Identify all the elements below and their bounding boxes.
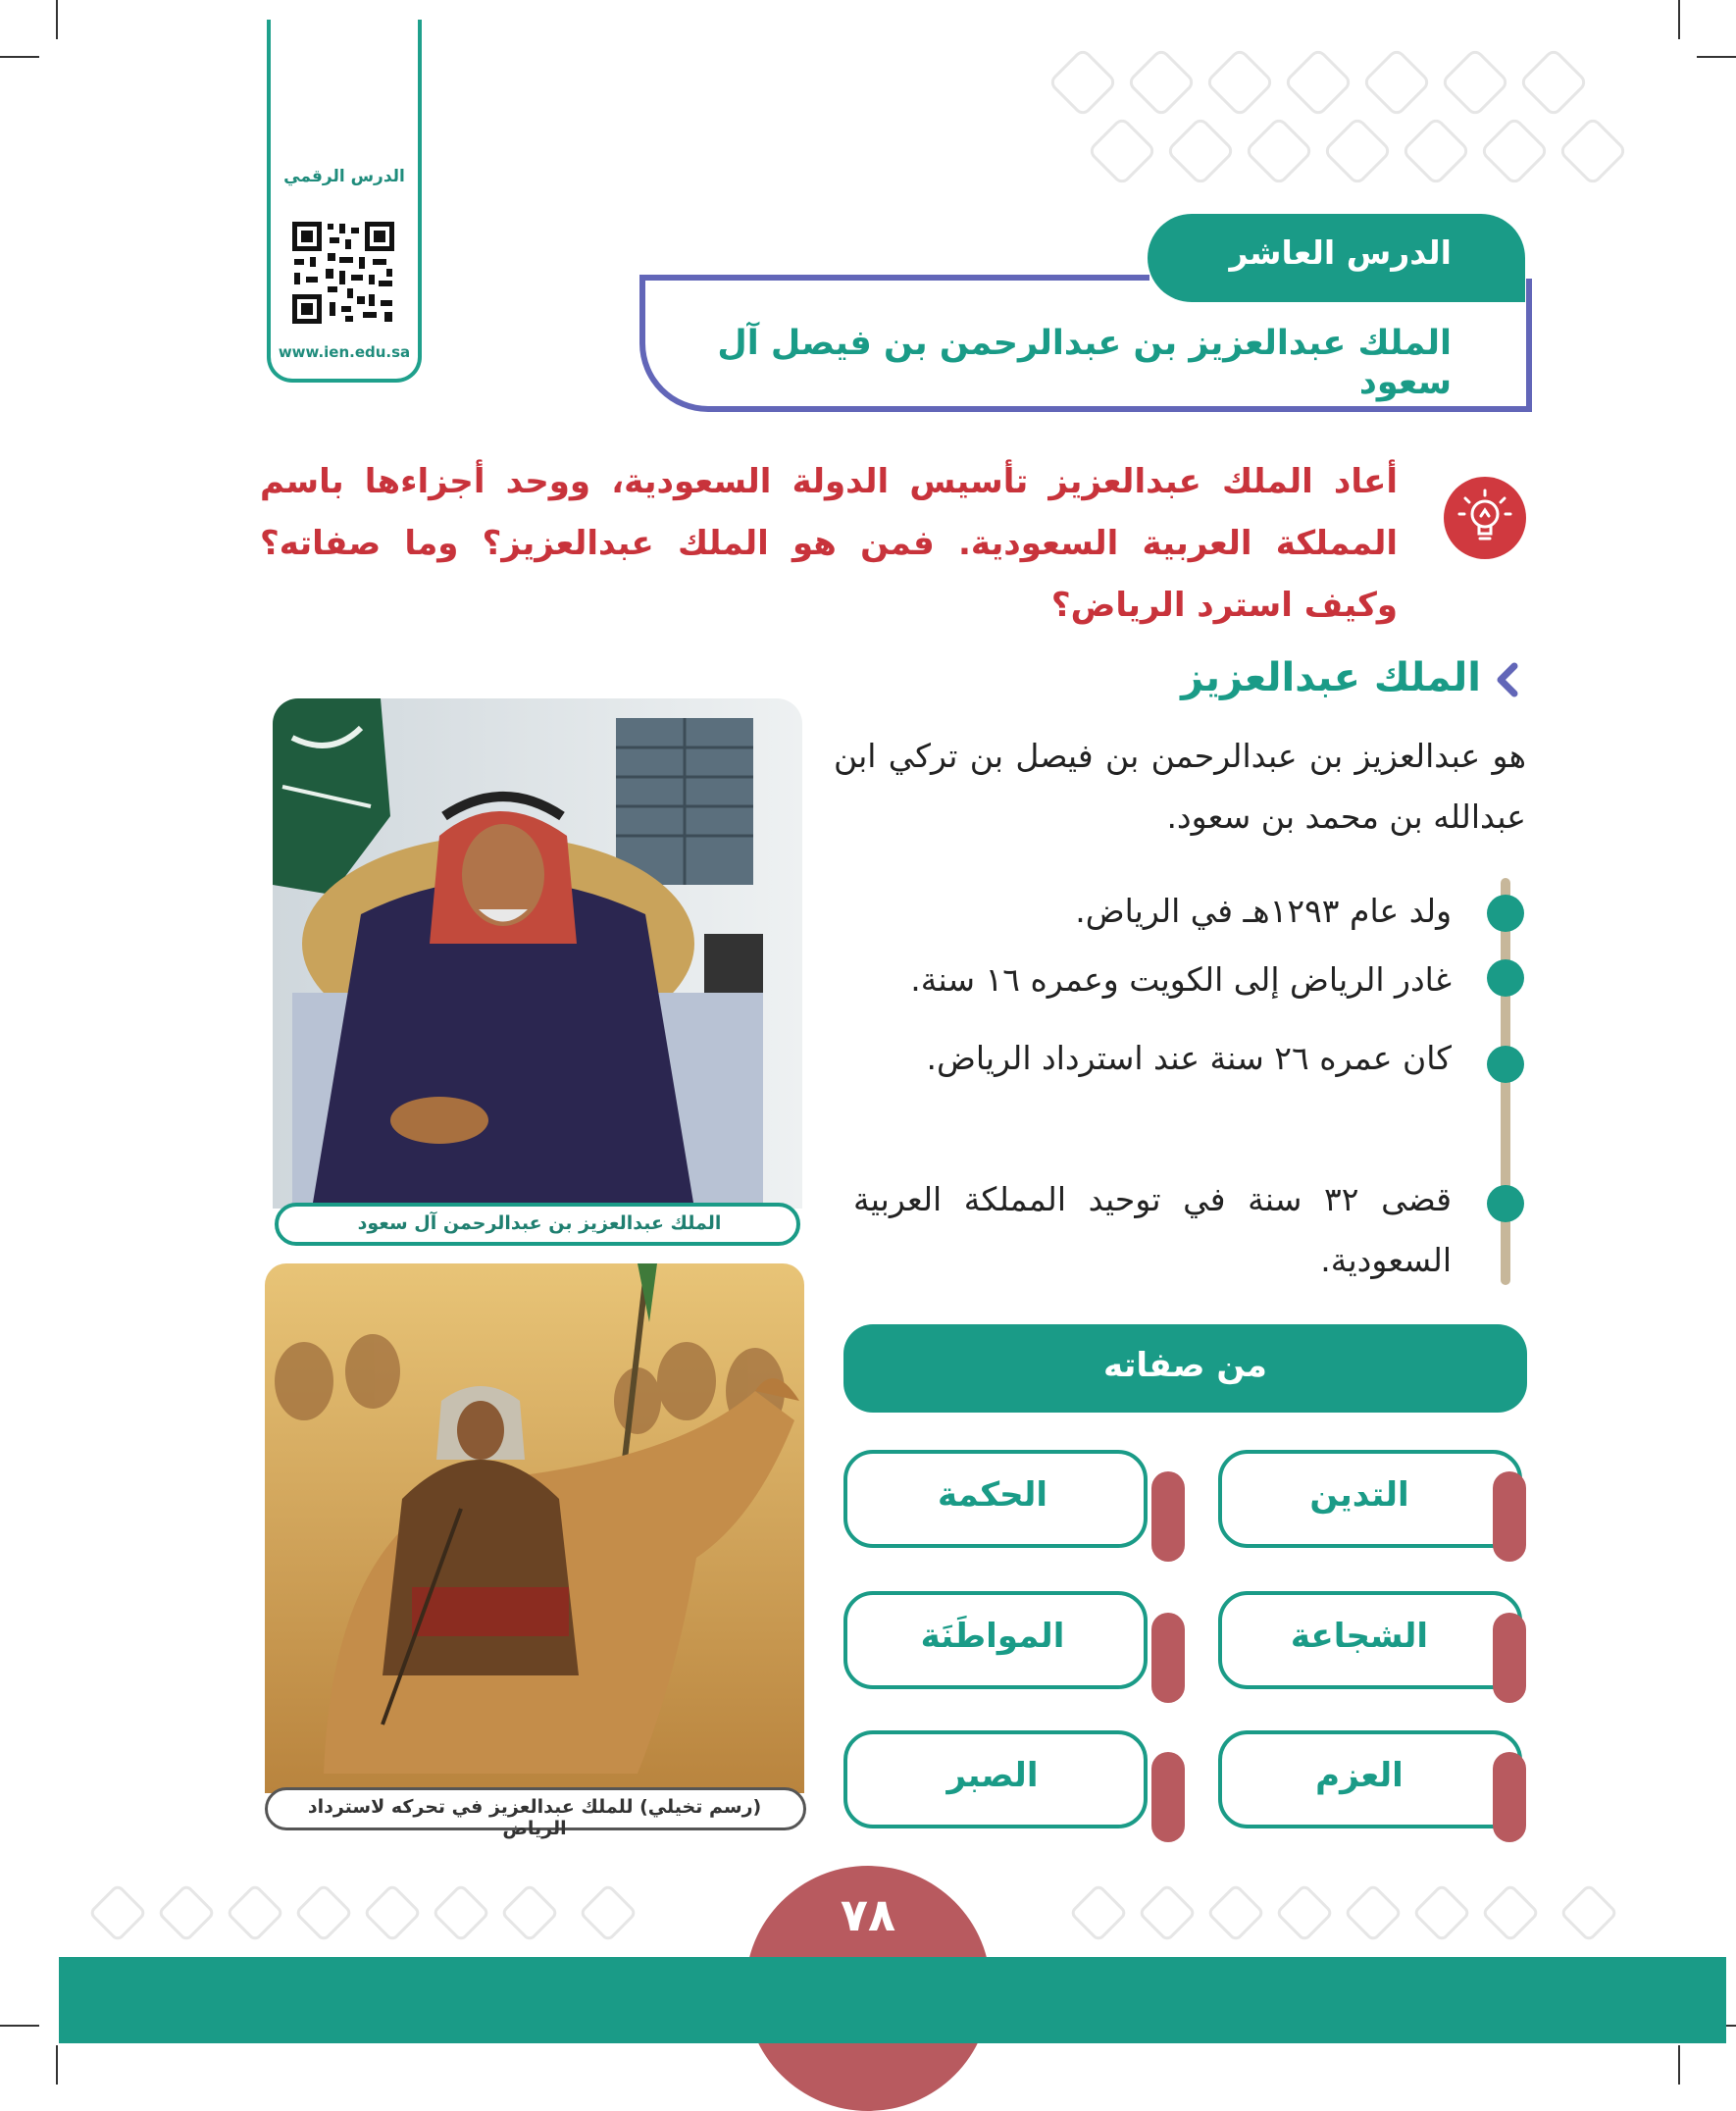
lesson-number-label: الدرس العاشر — [1229, 233, 1452, 272]
king-portrait-image — [273, 698, 802, 1209]
footer-bar — [59, 1957, 1726, 2043]
page-number: ٧٨ — [840, 1888, 896, 1941]
section-title: الملك عبدالعزيز — [1181, 655, 1481, 700]
trait-label: الشجاعة — [1290, 1617, 1429, 1656]
chevron-left-icon — [1493, 662, 1520, 697]
trait-card-tab — [1493, 1613, 1526, 1703]
king-on-camel-painting — [265, 1263, 804, 1793]
timeline-dot — [1487, 1185, 1524, 1222]
digital-lesson-label: الدرس الرقمي — [283, 167, 405, 186]
qr-code-icon[interactable] — [288, 218, 398, 328]
timeline-item: ولد عام ١٢٩٣هـ في الرياض. — [1075, 892, 1452, 930]
timeline-item: قضى ٣٢ سنة في توحيد المملكة العربية السعودية. — [853, 1180, 1452, 1279]
portrait-caption: الملك عبدالعزيز بن عبدالرحمن آل سعود — [357, 1212, 722, 1234]
trait-label: العزم — [1315, 1756, 1404, 1795]
trait-card-tab — [1493, 1471, 1526, 1562]
trait-card-tab — [1151, 1471, 1185, 1562]
trait-card-tab — [1493, 1752, 1526, 1842]
timeline-dot — [1487, 895, 1524, 932]
section-paragraph: هو عبدالعزيز بن عبدالرحمن بن فيصل بن تركي ابن عبدالله بن محمد بن سعود. — [834, 737, 1526, 836]
timeline-item: غادر الرياض إلى الكويت وعمره ١٦ سنة. — [910, 960, 1452, 999]
digital-lesson-url[interactable]: www.ien.edu.sa — [278, 343, 411, 361]
timeline-dot — [1487, 959, 1524, 997]
trait-label: التدين — [1309, 1475, 1409, 1515]
lesson-title: الملك عبدالعزيز بن عبدالرحمن بن فيصل آل سعود — [717, 324, 1452, 402]
painting-caption: (رسم تخيلي) للملك عبدالعزيز في تحركه لاسترداد الرياض — [307, 1796, 762, 1839]
timeline-dot — [1487, 1046, 1524, 1083]
trait-label: المواطَنَة — [920, 1617, 1065, 1656]
traits-title: من صفاته — [1103, 1346, 1267, 1385]
digital-lesson-panel — [267, 20, 422, 383]
timeline-item: كان عمره ٢٦ سنة عند استرداد الرياض. — [926, 1039, 1452, 1077]
trait-label: الحكمة — [937, 1475, 1048, 1515]
lightbulb-icon — [1444, 477, 1526, 559]
trait-card-tab — [1151, 1613, 1185, 1703]
trait-label: الصبر — [946, 1756, 1039, 1795]
trait-card-tab — [1151, 1752, 1185, 1842]
intro-question: أعاد الملك عبدالعزيز تأسيس الدولة السعودية، ووحد أجزاءها باسم المملكة العربية السعودية. فمن هو الملك عبدالعزيز؟ وما صفاته؟ وكيف استرد الرياض؟ — [260, 462, 1398, 625]
